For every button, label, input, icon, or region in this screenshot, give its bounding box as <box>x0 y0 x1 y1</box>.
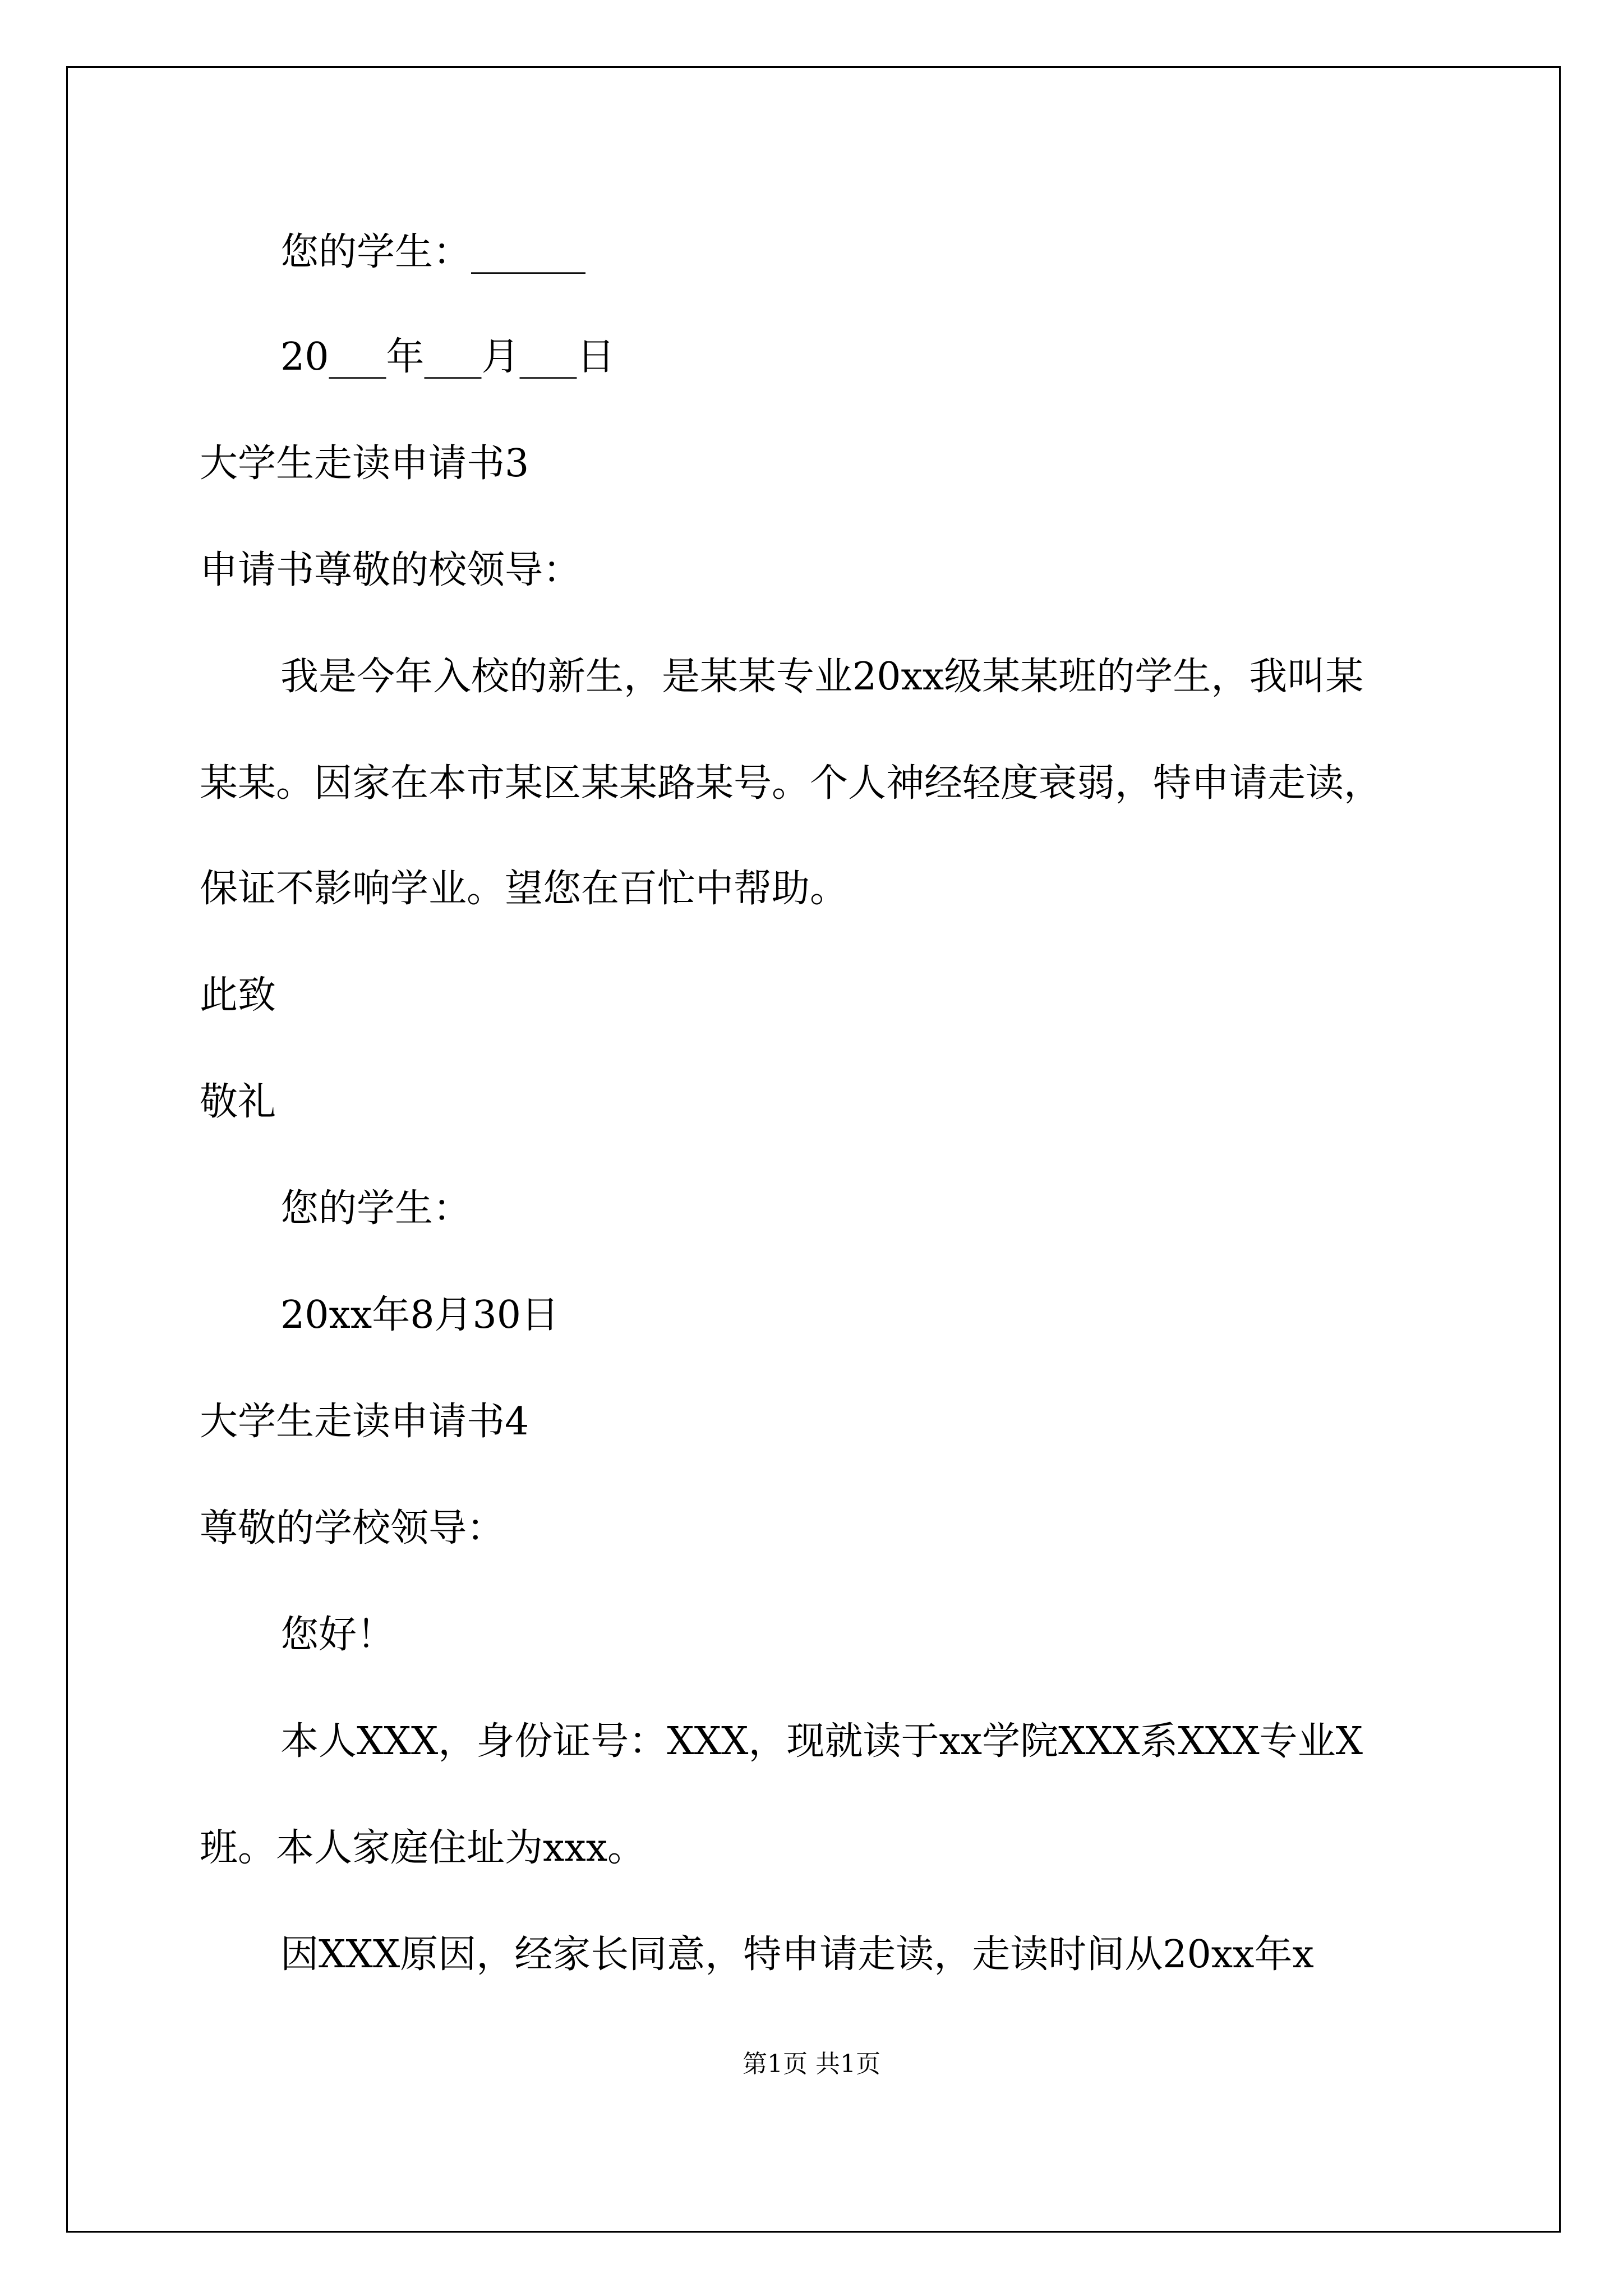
section-title-4: 大学生走读申请书4 <box>200 1400 529 1444</box>
body-paragraph-line: 某某。因家在本市某区某某路某号。个人神经轻度衰弱，特申请走读， <box>200 761 1382 806</box>
signature-line: 您的学生： <box>280 1186 472 1231</box>
greeting-line: 您好！ <box>280 1613 395 1657</box>
closing-line: 此致 <box>200 973 276 1018</box>
salutation-line: 申请书尊敬的校领导： <box>200 548 582 592</box>
signature-placeholder-line: 您的学生：______ <box>280 230 586 274</box>
body-paragraph-line: 班。本人家庭住址为xxx。 <box>200 1826 646 1870</box>
body-paragraph-line: 保证不影响学业。望您在百忙中帮助。 <box>200 867 849 911</box>
section-title-3: 大学生走读申请书3 <box>200 441 529 486</box>
body-paragraph-line: 我是今年入校的新生，是某某专业20xx级某某班的学生，我叫某 <box>280 655 1364 699</box>
page-footer: 第1页 共1页 <box>743 2050 880 2078</box>
page-border <box>66 66 1561 2233</box>
body-paragraph-line: 因XXX原因，经家长同意，特申请走读，走读时间从20xx年x <box>280 1932 1314 1977</box>
body-paragraph-line: 本人XXX，身份证号：XXX，现就读于xx学院XXX系XXX专业X <box>280 1719 1363 1764</box>
closing-line: 敬礼 <box>200 1080 276 1124</box>
date-placeholder-line: 20___年___月___日 <box>280 335 615 379</box>
date-line: 20xx年8月30日 <box>280 1293 560 1337</box>
salutation-line: 尊敬的学校领导： <box>200 1506 505 1550</box>
